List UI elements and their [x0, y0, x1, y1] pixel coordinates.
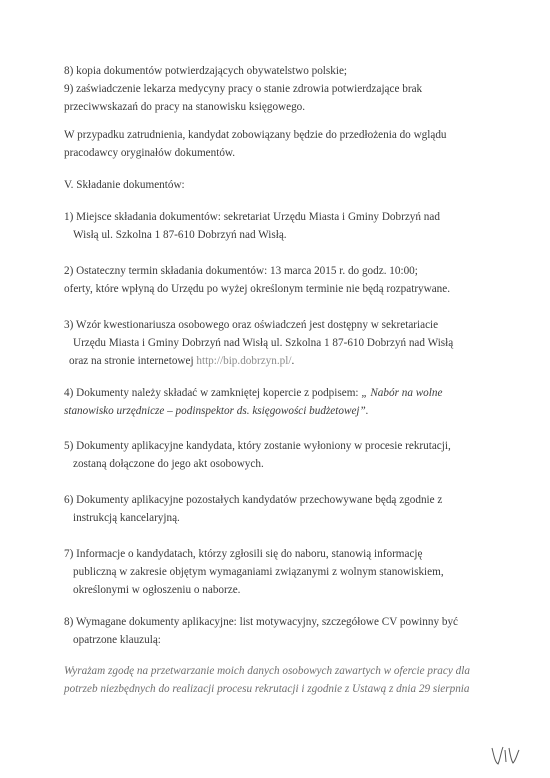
point-1: 1) Miejsce składania dokumentów: sekretariat Urzędu Miasta i Gminy Dobrzyń nad Wisłą ul. Szkolna 1 87-610 Dobrzyń nad Wisłą. — [64, 211, 440, 241]
item-8: 8) kopia dokumentów potwierdzających obywatelstwo polskie; — [64, 65, 348, 77]
point-3: 3) Wzór kwestionariusza osobowego oraz oświadczeń jest dostępny w sekretariacie Urzędu Miasta i Gminy Dobrzyń nad Wisłą ul. Szkolna 1 87-610 Dobrzyń nad Wisłą oraz na stronie internetowej http://bip.dobrzyn.pl/. — [64, 316, 484, 370]
bip-link[interactable]: http://bip.dobrzyn.pl/ — [196, 355, 292, 367]
point-6: 6) Dokumenty aplikacyjne pozostałych kandydatów przechowywane będą zgodnie z instrukcją kancelaryjną. — [64, 494, 443, 524]
point-5: 5) Dokumenty aplikacyjne kandydata, który zostanie wyłoniony w procesie rekrutacji, zostaną dołączone do jego akt osobowych. — [64, 440, 451, 470]
section-v-heading: V. Składanie dokumentów: — [64, 179, 185, 191]
point-7: 7) Informacje o kandydatach, którzy zgłosili się do naboru, stanowią informację publiczną w zakresie objętym wymaganiami związanymi z wolnym stanowiskiem, określonymi w ogłoszeniu o naborze. — [64, 548, 444, 596]
point-8: 8) Wymagane dokumenty aplikacyjne: list motywacyjny, szczegółowe CV powinny być opatrzone klauzulą: — [64, 616, 459, 646]
point-4-line-1: 4) Dokumenty należy składać w zamkniętej kopercie z podpisem: „ Nabór na wolne — [64, 387, 443, 399]
handwritten-signature — [486, 742, 526, 768]
point-2: 2) Ostateczny termin składania dokumentów: 13 marca 2015 r. do godz. 10:00; oferty, które wpłyną do Urzędu po wyżej określonym terminie nie będą rozpatrywane. — [64, 265, 451, 295]
employment-note: W przypadku zatrudnienia, kandydat zobowiązany będzie do przedłożenia do wglądu pracodawcy oryginałów dokumentów. — [64, 129, 447, 159]
point-3-line-3: oraz na stronie internetowej http://bip.dobrzyn.pl/. — [69, 355, 295, 367]
point-4: 4) Dokumenty należy składać w zamkniętej kopercie z podpisem: „ Nabór na wolne stanowisko urzędnicze – podinspektor ds. księgowości budżetowej”. — [64, 384, 484, 420]
consent-clause: Wyrażam zgodę na przetwarzanie moich danych osobowych zawartych w ofercie pracy dla potrzeb niezbędnych do realizacji procesu rekrutacji i zgodnie z Ustawą z dnia 29 sierpnia — [64, 665, 470, 695]
item-9: 9) zaświadczenie lekarza medycyny pracy o stanie zdrowia potwierdzające brak przeciwwskazań do pracy na stanowisku księgowego. — [64, 83, 423, 113]
